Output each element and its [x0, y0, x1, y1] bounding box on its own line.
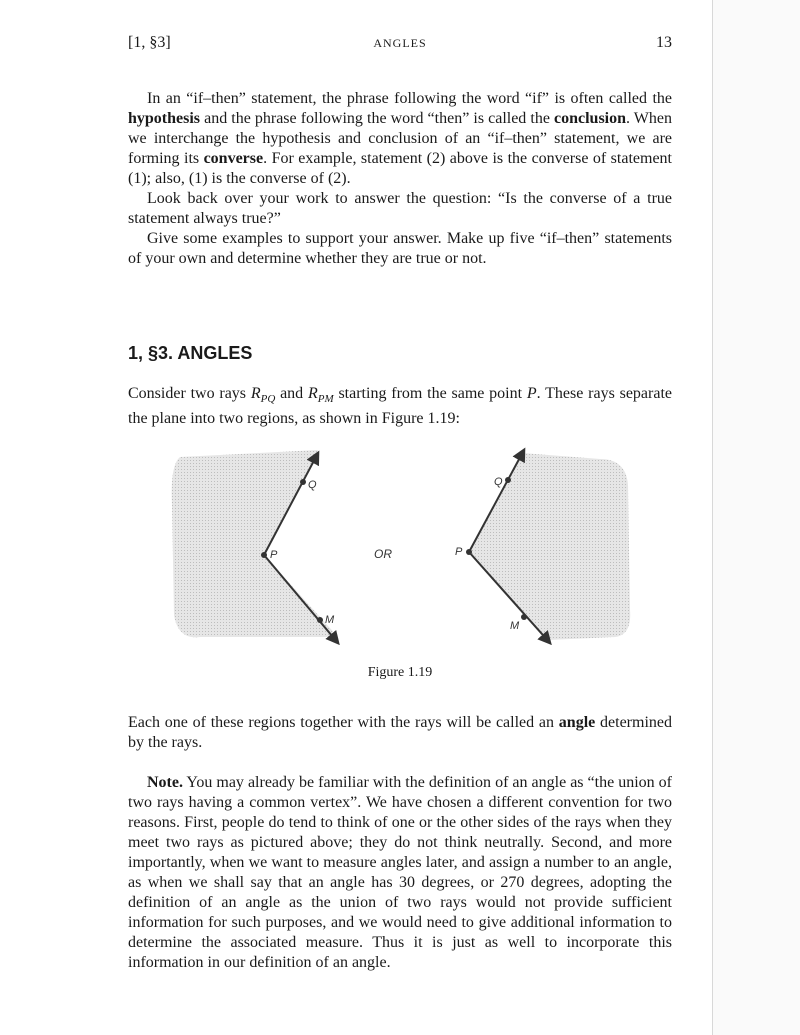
term-angle: angle — [558, 714, 596, 731]
note-label: Note. — [147, 774, 183, 791]
section-heading: 1, §3. ANGLES — [128, 343, 253, 363]
header-title: ANGLES — [373, 36, 427, 50]
paragraph-consider: Consider two rays $R_{PQ}$ and $R_{PM}$ starting from the same point P. These rays separate the plane into two regions, as shown in Figure 1.19: — [128, 385, 672, 428]
right-label-p: P — [455, 546, 463, 558]
paragraph-if-then: In an “if–then” statement, the phrase following the word “if” is often called the hypothesis and the phrase following the word “then” is called the conclusion. When we interchange the hypothesis and conclusion of an “if–then” statement, we are forming its converse. For example, statement (2) above is the converse of statement (1); also, (1) is the converse of (2). — [128, 90, 672, 187]
figure-caption: Figure 1.19 — [367, 665, 433, 680]
right-label-m: M — [510, 620, 520, 632]
term-hypothesis: hypothesis — [128, 110, 201, 127]
left-point-m — [317, 617, 323, 623]
paragraph-definition: Each one of these regions together with the rays will be called an angle determined by the rays. — [128, 714, 672, 751]
left-label-q: Q — [308, 479, 317, 491]
running-header — [128, 34, 672, 56]
page-number: 13 — [656, 34, 672, 51]
left-label-m: M — [325, 614, 335, 626]
term-conclusion: conclusion — [554, 110, 627, 127]
viewer-margin — [713, 0, 800, 1035]
note-text: You may already be familiar with the definition of an angle as “the union of two rays having a common vertex”. We have chosen a different convention for two reasons. First, people do tend to think of one or the other sides of the rays when they meet two rays as pictured above; they do not think neutrally. Second, and more importantly, when we want to measure angles later, and assign a number to an angle, as when we shall say that an angle has 30 degrees, or 270 degrees, adopting the definition of an angle as the union of two rays would not provide sufficient information for such purposes, and we would need to give additional information to determine the associated measure. Thus it is just as well to incorporate this information in our definition of an angle. — [128, 774, 672, 971]
paragraph-note — [128, 773, 672, 973]
left-label-p: P — [270, 549, 278, 561]
or-label: OR — [374, 547, 392, 561]
figure-angles — [160, 445, 640, 660]
left-point-q — [300, 479, 306, 485]
term-converse: converse — [203, 150, 264, 167]
ray-rpq: $R_{PQ}$ — [250, 385, 276, 406]
left-point-p — [261, 552, 267, 558]
right-point-p — [466, 549, 472, 555]
intro-paragraphs — [128, 89, 672, 269]
point-p: P — [526, 385, 537, 402]
right-label-q: Q — [494, 476, 503, 488]
header-section: [1, §3] — [128, 34, 171, 51]
right-point-q — [505, 477, 511, 483]
ray-rpm: $R_{PM}$ — [307, 385, 334, 406]
paragraph-examples: Give some examples to support your answer. Make up five “if–then” statements of your own and determine whether they are true or not. — [128, 230, 672, 267]
right-point-m — [521, 614, 527, 620]
paragraph-look-back: Look back over your work to answer the question: “Is the converse of a true statement always true?” — [128, 190, 672, 227]
